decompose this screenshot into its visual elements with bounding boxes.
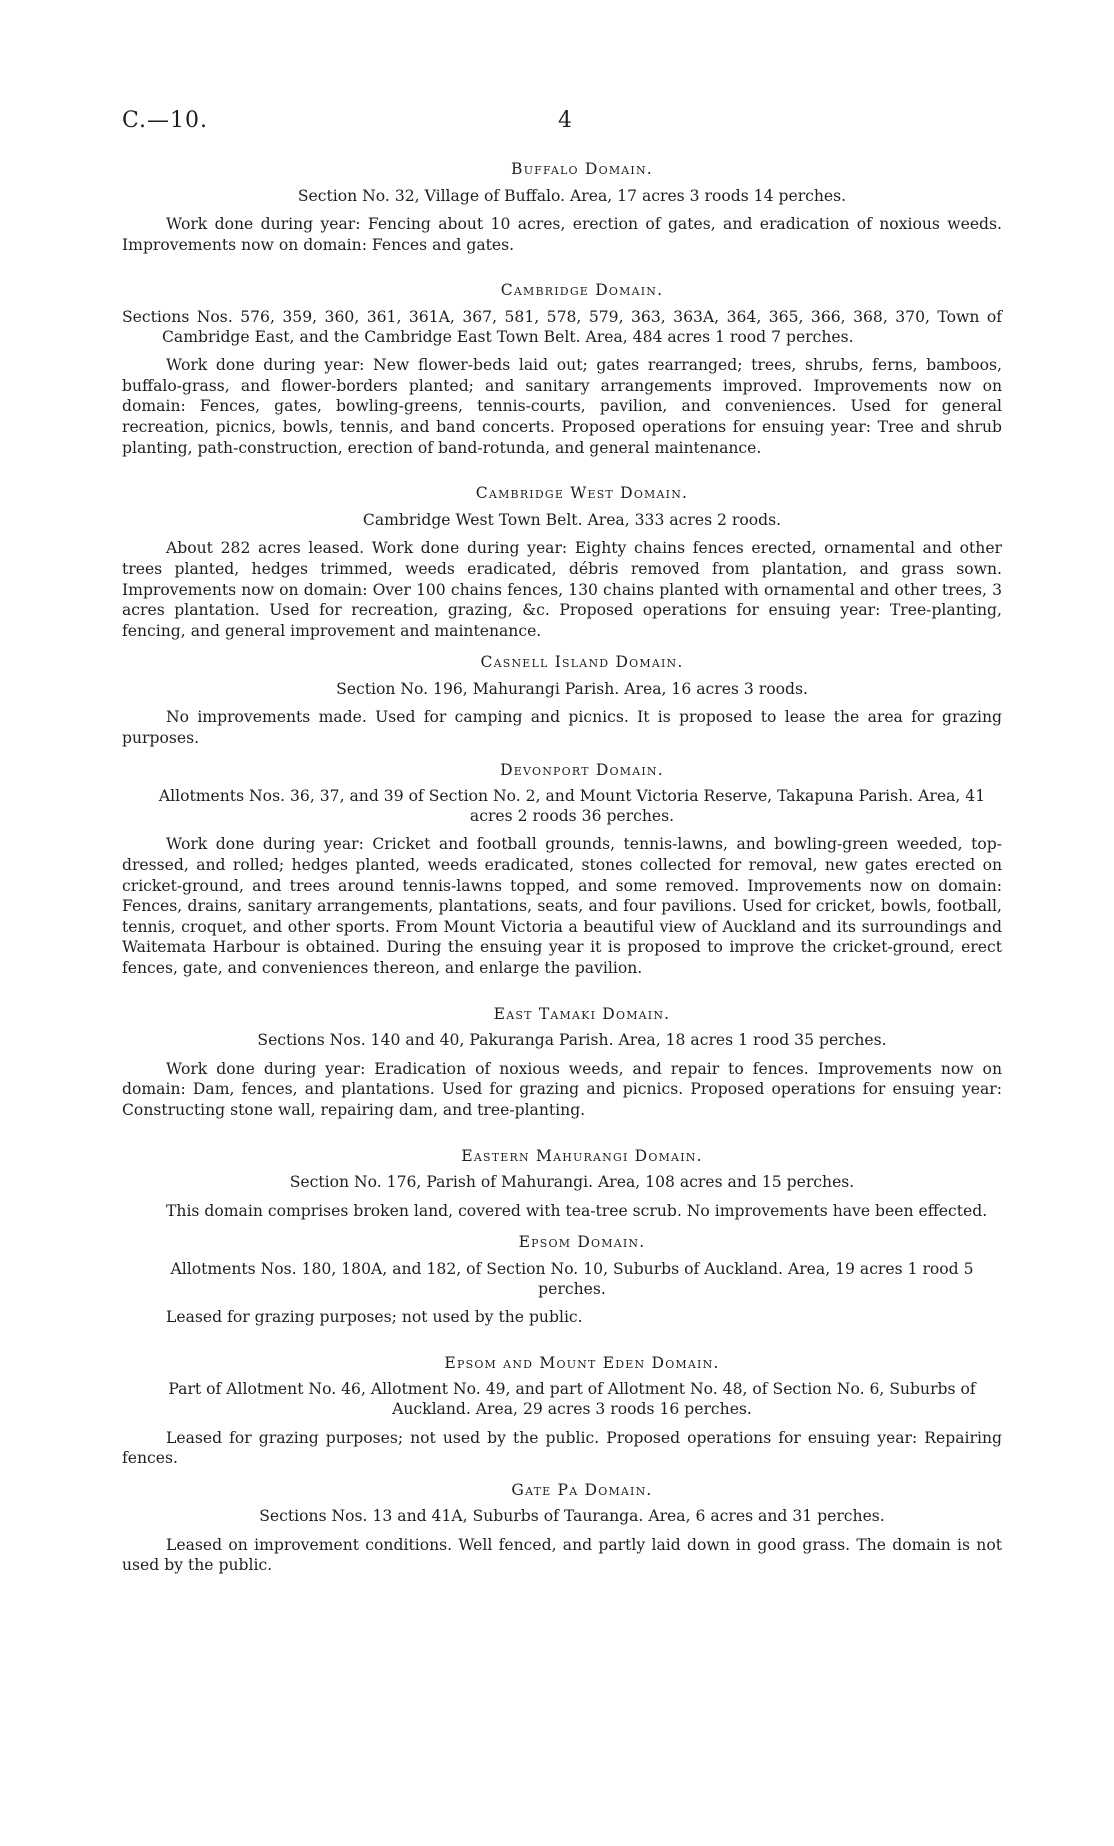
section-location: Section No. 196, Mahurangi Parish. Area, 16 acres 3 roods. xyxy=(336,679,808,698)
section-title: Epsom and Mount Eden Domain. xyxy=(444,1353,720,1372)
section-location: Sections Nos. 13 and 41A, Suburbs of Tauranga. Area, 6 acres and 31 perches. xyxy=(259,1507,885,1526)
section-location: Sections Nos. 140 and 40, Pakuranga Parish. Area, 18 acres 1 rood 35 perches. xyxy=(257,1031,887,1050)
section-description: Work done during year: Fencing about 10 acres, erection of gates, and eradication of noxious weeds. Improvements now on domain: Fences and gates. xyxy=(122,215,1002,254)
section-gate-pa-domain xyxy=(122,1481,1002,1576)
section-title: Gate Pa Domain. xyxy=(511,1480,653,1499)
section-location: Section No. 176, Parish of Mahurangi. Area, 108 acres and 15 perches. xyxy=(289,1173,855,1192)
section-description: Work done during year: New flower-beds laid out; gates rearranged; trees, shrubs, ferns, bamboos, buffalo-grass, and flower-borders planted; and sanitary arrangements improved. Improvements now on domain: Fences, gates, bowling-greens, tennis-courts, pavilion, and conveniences. Used for general recreation, picnics, bowls, tennis, and band concerts. Proposed operations for ensuing year: Tree and shrub planting, path-construction, erection of band-rotunda, and general maintenance. xyxy=(122,356,1002,457)
section-description: No improvements made. Used for camping and picnics. It is proposed to lease the area for grazing purposes. xyxy=(122,708,1002,748)
section-title: Cambridge Domain. xyxy=(500,281,664,300)
document-reference: C.—10. xyxy=(122,108,209,133)
section-cambridge-west-domain xyxy=(122,484,1002,641)
section-title: Buffalo Domain. xyxy=(511,160,653,178)
section-description: Work done during year: Cricket and football grounds, tennis-lawns, and bowling-green weeded, top-dressed, and rolled; hedges planted, weeds eradicated, stones collected for removal, new gates erected on cricket-ground, and trees around tennis-lawns topped, and some removed. Improvements now on domain: Fences, drains, sanitary arrangements, plantations, seats, and four pavilions. Used for cricket, bowls, football, tennis, croquet, and other sports. From Mount Victoria a beautiful view of Auckland and its surroundings and Waitemata Harbour is obtained. During the ensuing year it is proposed to improve the cricket-ground, erect fences, gate, and conveniences thereon, and enlarge the pavilion. xyxy=(122,835,1002,977)
section-description: Work done during year: Eradication of noxious weeds, and repair to fences. Improvements now on domain: Dam, fences, and plantations. Used for grazing and picnics. Proposed operations for ensuing year: Constructing stone wall, repairing dam, and tree-planting. xyxy=(122,1059,1002,1119)
document-body xyxy=(122,160,1002,1576)
section-description: Leased for grazing purposes; not used by the public. Proposed operations for ensuing year: Repairing fences. xyxy=(122,1428,1002,1468)
section-epsom-mount-eden-domain xyxy=(122,1354,1002,1469)
section-location: Part of Allotment No. 46, Allotment No. 49, and part of Allotment No. 48, of Section No. 6, Suburbs of Auckland. Area, 29 acres 3 roods 16 perches. xyxy=(168,1380,976,1418)
section-casnell-island-domain xyxy=(122,653,1002,748)
section-buffalo-domain xyxy=(122,160,1002,255)
section-location: Section No. 32, Village of Buffalo. Area, 17 acres 3 roods 14 perches. xyxy=(297,186,847,205)
section-title: Epsom Domain. xyxy=(518,1233,646,1252)
section-devonport-domain xyxy=(122,761,1002,979)
section-description: Leased on improvement conditions. Well fenced, and partly laid down in good grass. The domain is not used by the public. xyxy=(122,1535,1002,1575)
section-description: Leased for grazing purposes; not used by the public. xyxy=(166,1308,583,1327)
section-title: East Tamaki Domain. xyxy=(493,1004,671,1023)
section-title: Cambridge West Domain. xyxy=(475,484,689,503)
page-number: 4 xyxy=(558,108,572,133)
section-description: About 282 acres leased. Work done during year: Eighty chains fences erected, ornamental and other trees planted, hedges trimmed, weeds eradicated, débris removed from plantation, and grass sown. Improvements now on domain: Over 100 chains fences, 130 chains planted with ornamental and other trees, 3 acres plantation. Used for recreation, grazing, &c. Proposed operations for ensuing year: Tree-planting, fencing, and general improvement and maintenance. xyxy=(122,539,1002,640)
section-location: Allotments Nos. 36, 37, and 39 of Section No. 2, and Mount Victoria Reserve, Takapuna Parish. Area, 41 acres 2 roods 36 perches. xyxy=(158,787,986,825)
section-title: Devonport Domain. xyxy=(500,760,664,779)
section-eastern-mahurangi-domain xyxy=(122,1147,1002,1222)
section-location: Sections Nos. 576, 359, 360, 361, 361A, 367, 581, 578, 579, 363, 363A, 364, 365, 366, 368, 370, Town of Cambridge East, and the Cambridge East Town Belt. Area, 484 acres 1 rood 7 perches. xyxy=(122,307,1002,346)
section-title: Casnell Island Domain. xyxy=(480,653,684,672)
section-location: Cambridge West Town Belt. Area, 333 acres 2 roods. xyxy=(362,510,782,529)
section-cambridge-domain xyxy=(122,281,1002,458)
section-title: Eastern Mahurangi Domain. xyxy=(461,1146,703,1165)
section-east-tamaki-domain xyxy=(122,1005,1002,1121)
section-location: Allotments Nos. 180, 180A, and 182, of Section No. 10, Suburbs of Auckland. Area, 19 acres 1 rood 5 perches. xyxy=(170,1259,974,1298)
section-epsom-domain xyxy=(122,1233,1002,1327)
section-description: This domain comprises broken land, covered with tea-tree scrub. No improvements have been effected. xyxy=(166,1201,988,1220)
